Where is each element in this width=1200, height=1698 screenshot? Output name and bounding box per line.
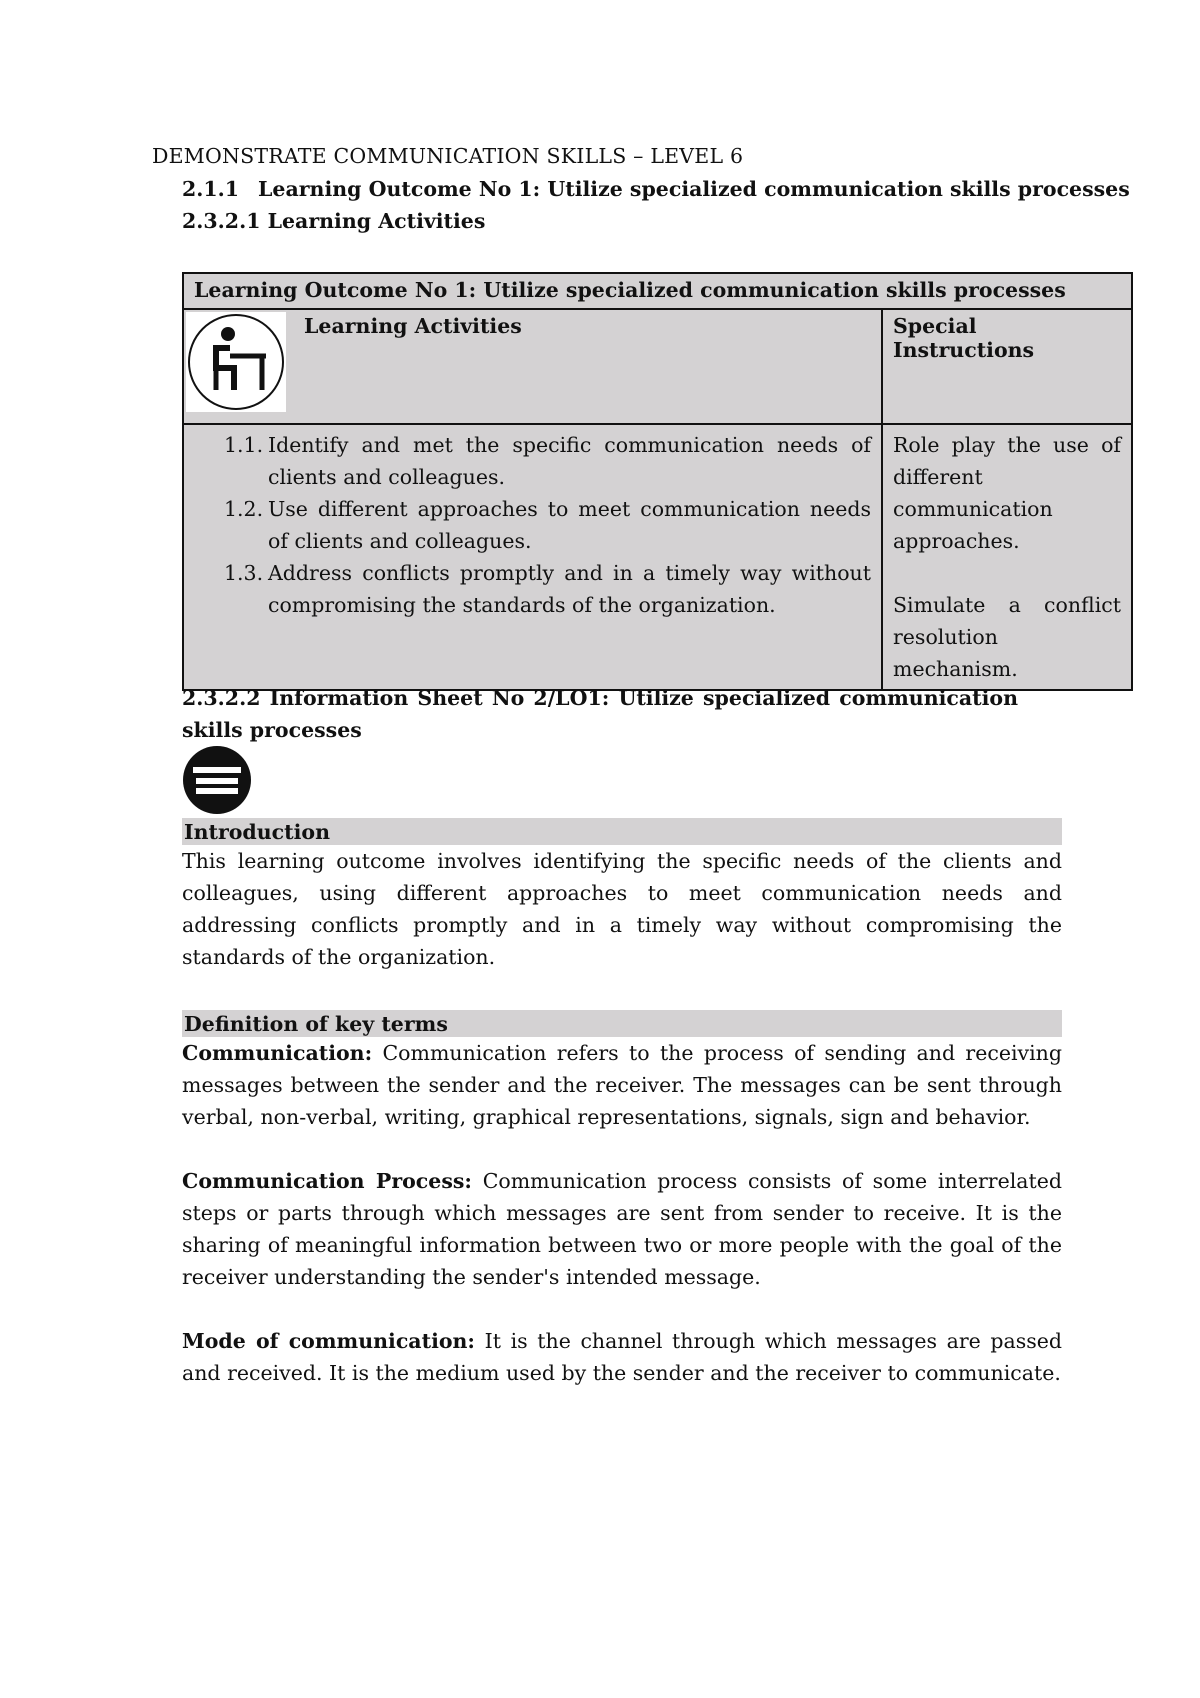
introduction-heading: Introduction [182, 818, 1062, 845]
document-title: DEMONSTRATE COMMUNICATION SKILLS – LEVEL 6 [152, 144, 744, 168]
learning-outcome-table [182, 272, 1133, 691]
instruction-simulate: Simulate a conflict resolution mechanism. [893, 593, 1121, 681]
learning-outcome-text: Learning Outcome No 1: Utilize specialized communication skills processes [258, 177, 1130, 201]
learning-activities-header-cell [183, 309, 882, 424]
instruction-role-play: Role play the use of different communication approaches. [893, 433, 1121, 553]
definition-communication: Communication: Communication refers to the process of sending and receiving messages between the sender and the receiver. The messages can be sent through verbal, non-verbal, writing, graphical representations, signals, sign and behavior. [182, 1041, 1062, 1129]
information-sheet-icon [182, 745, 252, 820]
introduction-text: This learning outcome involves identifying the specific needs of the clients and colleagues, using different approaches to meet communication needs and addressing conflicts promptly and in a timely way without compromising the standards of the organization. [182, 849, 1062, 969]
table-title: Learning Outcome No 1: Utilize specialized communication skills processes [183, 273, 1132, 309]
list-item: 1.2. Use different approaches to meet communication needs of clients and colleagues. [224, 497, 871, 553]
learning-activities-label: Learning Activities [304, 314, 522, 338]
instructions-cell [882, 424, 1132, 690]
definition-communication-process: Communication Process: Communication process consists of some interrelated steps or parts through which messages are sent from sender to receive. It is the sharing of meaningful information between two or more people with the goal of the receiver understanding the sender's intended message. [182, 1169, 1062, 1289]
definitions-section [182, 1010, 1062, 1389]
special-instructions-label: Special Instructions [882, 309, 1132, 424]
activities-list-cell [183, 424, 882, 690]
person-at-desk-icon [186, 312, 286, 412]
learning-outcome-number: 2.1.1 [182, 177, 240, 201]
definition-mode-of-communication: Mode of communication: It is the channel through which messages are passed and received. It is the medium used by the sender and the receiver to communicate. [182, 1329, 1062, 1385]
information-sheet-title: 2.3.2.2 Information Sheet No 2/LO1: Utilize specialized communication skills processes [182, 686, 1018, 742]
list-item: 1.3. Address conflicts promptly and in a timely way without compromising the standards of the organization. [224, 561, 871, 617]
learning-outcome-heading [182, 177, 1130, 201]
definitions-heading: Definition of key terms [182, 1010, 1062, 1037]
list-item: 1.1. Identify and met the specific communication needs of clients and colleagues. [224, 433, 871, 489]
introduction-section [182, 818, 1062, 973]
learning-activities-heading: 2.3.2.1 Learning Activities [182, 209, 486, 233]
